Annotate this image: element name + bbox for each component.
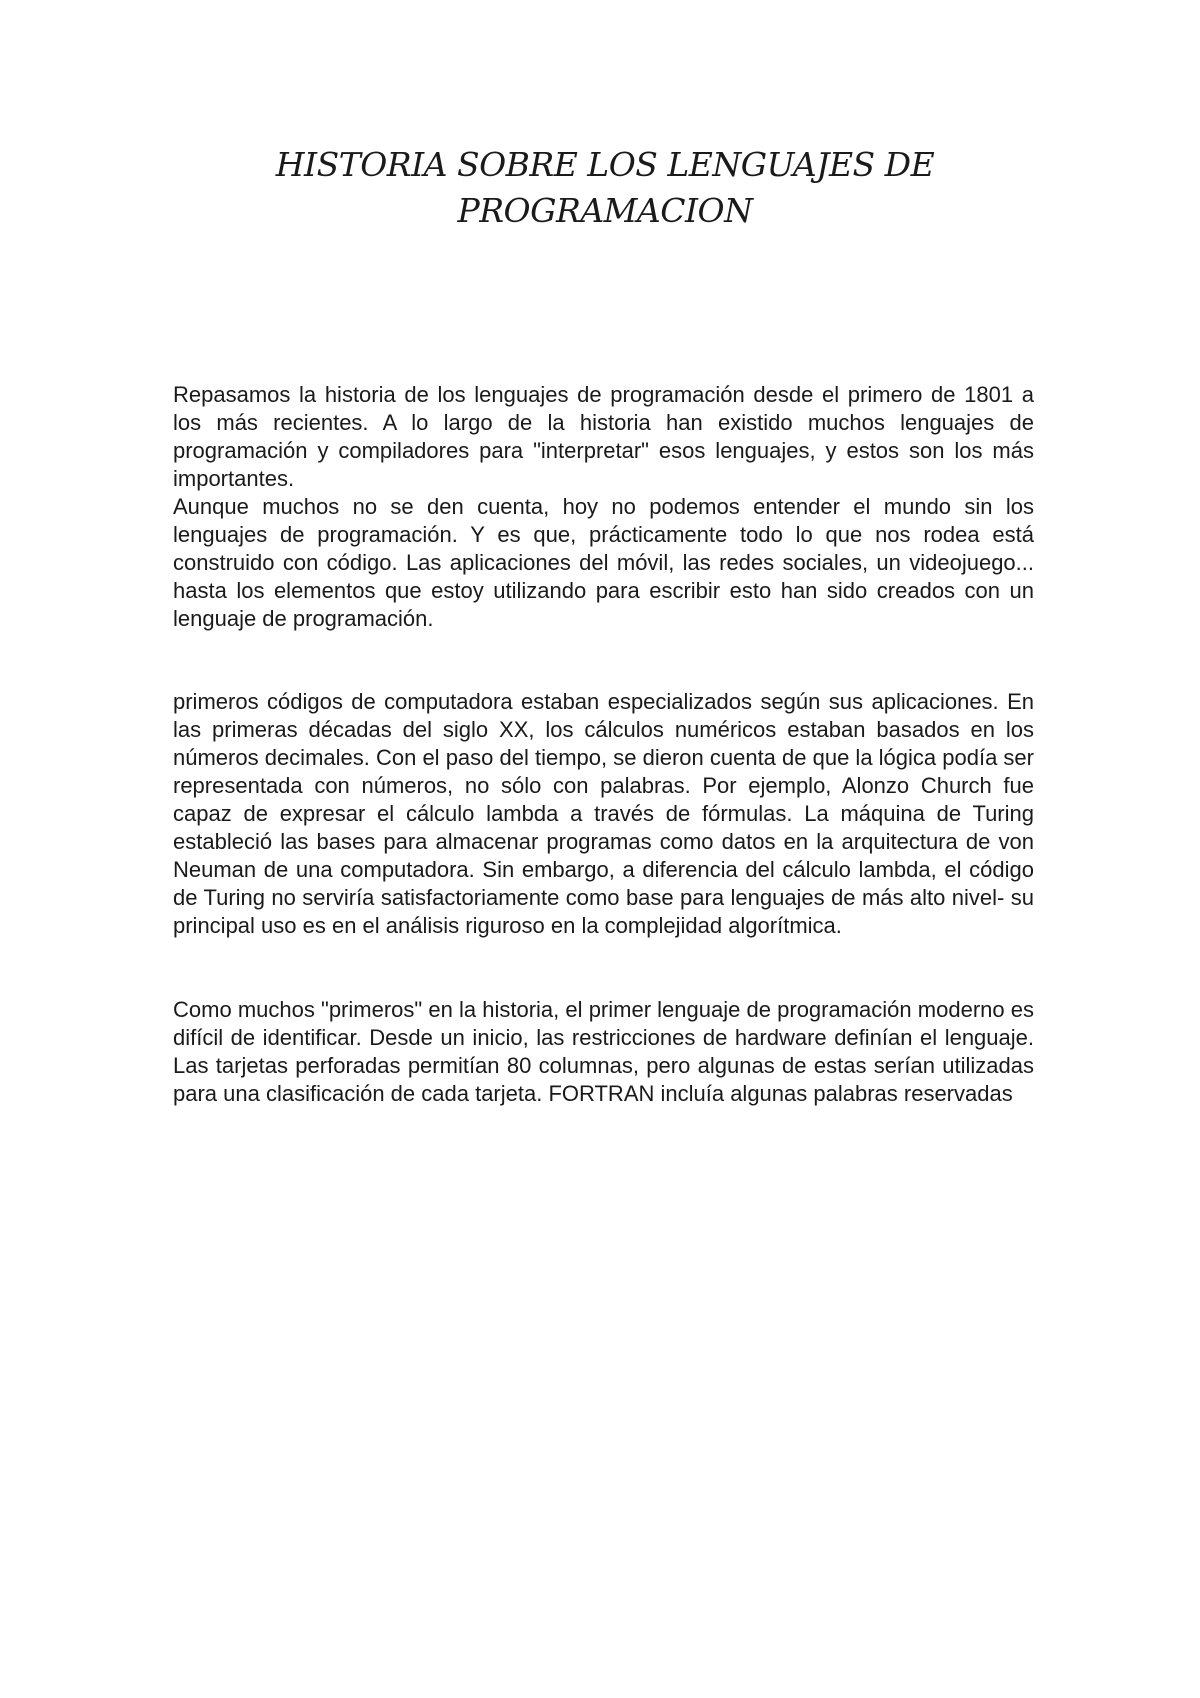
document-title-line-2: PROGRAMACION [457,191,753,230]
paragraph-first-language: Como muchos "primeros" en la historia, el primer lenguaje de programación moderno es difícil de identificar. Desde un inicio, las restricciones de hardware definían el lenguaje. Las tarjetas perforadas permitían 80 columnas, pero algunas de estas serían utilizadas para una clasificación de cada tarjeta. FORTRAN incluía algunas palabras reservadas [173,997,1034,1106]
paragraph-history: primeros códigos de computadora estaban especializados según sus aplicaciones. En las primeras décadas del siglo XX, los cálculos numéricos estaban basados en los números decimales. Con el paso del tiempo, se dieron cuenta de que la lógica podía ser representada con números, no sólo con palabras. Por ejemplo, Alonzo Church fue capaz de expresar el cálculo lambda a través de fórmulas. La máquina de Turing estableció las bases para almacenar programas como datos en la arquitectura de von Neuman de una computadora. Sin embargo, a diferencia del cálculo lambda, el código de Turing no serviría satisfactoriamente como base para lenguajes de más alto nivel- su principal uso es en el análisis riguroso en la complejidad algorítmica. [173,689,1034,938]
document-title-line-1: HISTORIA SOBRE LOS LENGUAJES DE [275,145,935,184]
text-block-intro [173,381,1034,633]
paragraph-context: Aunque muchos no se den cuenta, hoy no podemos entender el mundo sin los lenguajes de programación. Y es que, prácticamente todo lo que nos rodea está construido con código. Las aplicaciones del móvil, las redes sociales, un videojuego... hasta los elementos que estoy utilizando para escribir esto han sido creados con un lenguaje de programación. [173,494,1034,631]
text-block-first-language [173,996,1034,1108]
paragraph-intro: Repasamos la historia de los lenguajes de programación desde el primero de 1801 a los más recientes. A lo largo de la historia han existido muchos lenguajes de programación y compiladores para "interpretar" esos lenguajes, y estos son los más importantes. [173,382,1034,491]
text-block-history [173,688,1034,940]
document-title [160,142,1050,234]
